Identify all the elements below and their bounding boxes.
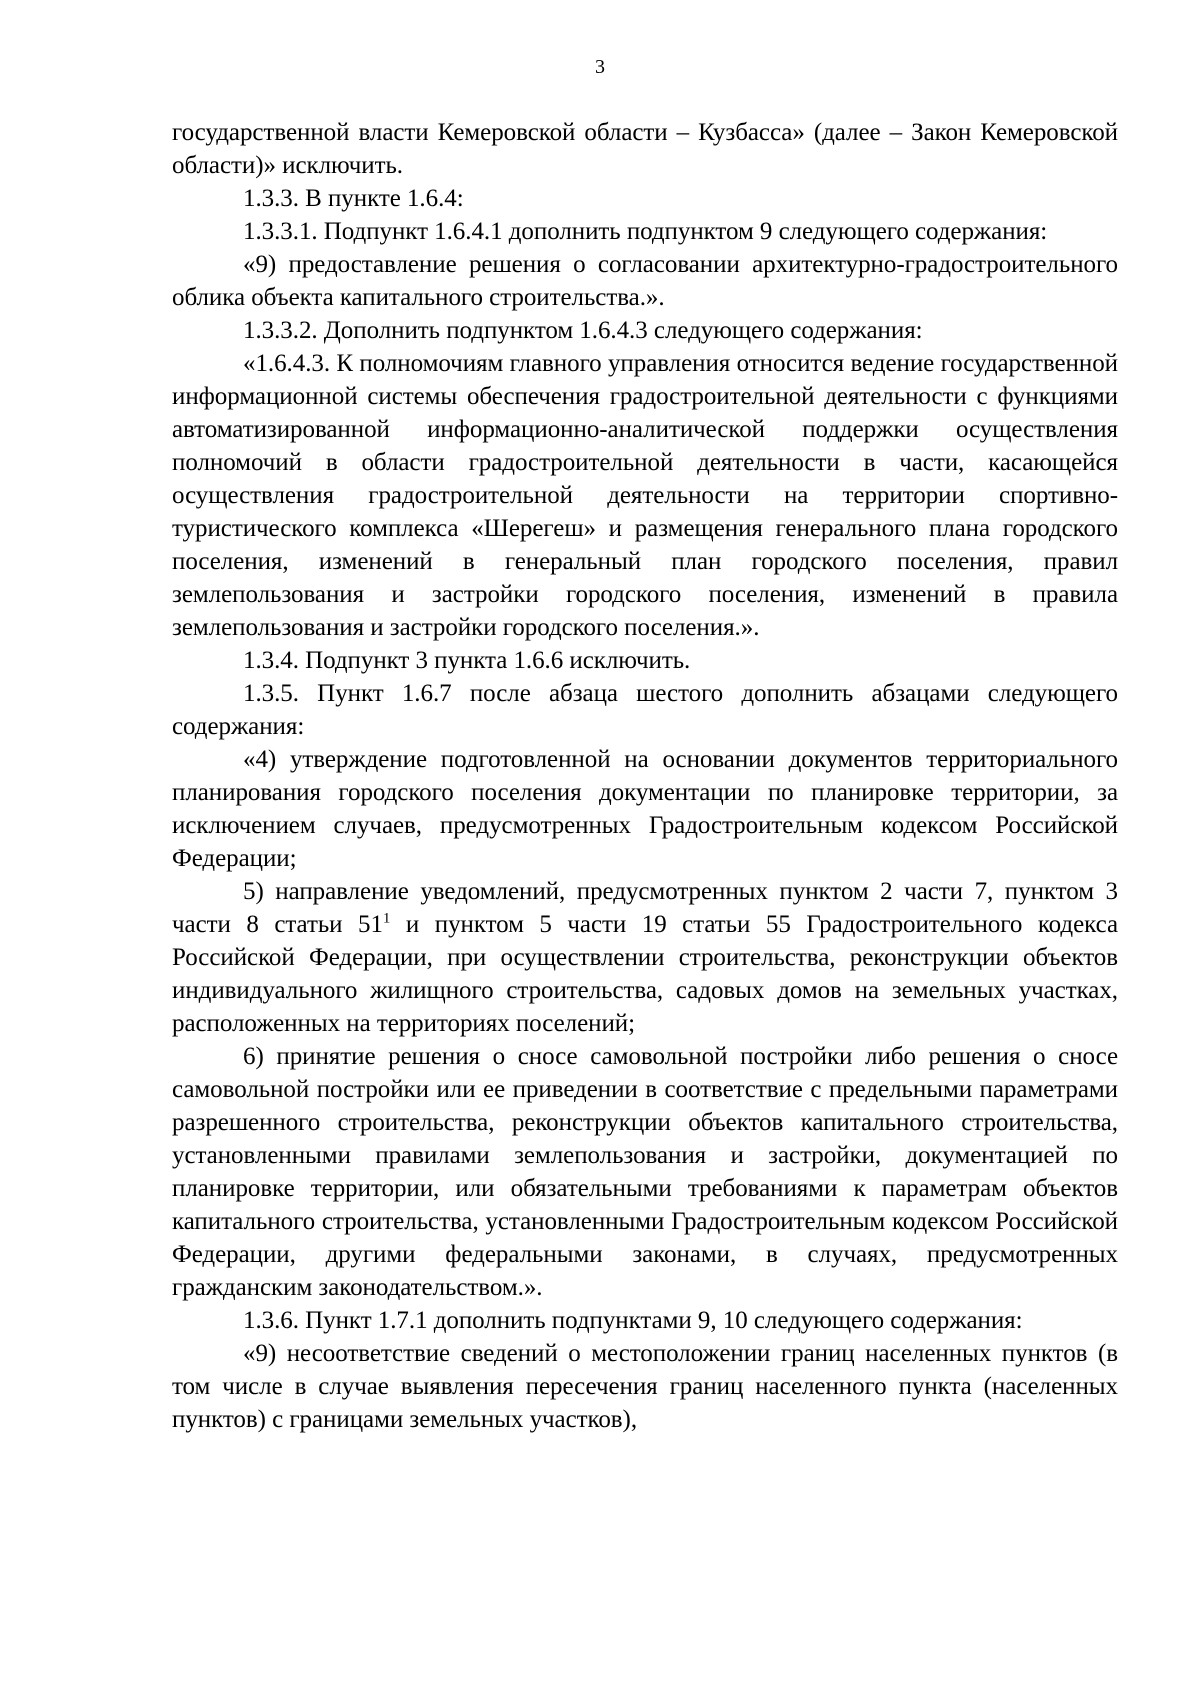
- paragraph-subitem-6: 6) принятие решения о сносе самовольной постройки либо решения о сносе самовольной постройки или ее приведении в соответствие с предельными параметрами разрешенного строительства, реконструкции объектов капитального строительства, установленными правилами землепользования и застройки, документацией по планировке территории, или обязательными требованиями к параметрам объектов капитального строительства, установленными Градостроительным кодексом Российской Федерации, другими федеральными законами, в случаях, предусмотренных гражданским законодательством.».: [172, 1043, 1118, 1301]
- paragraph-subitem-5: [172, 875, 1118, 1040]
- paragraph-subitem-5-part2: и пунктом 5 части 19 статьи 55 Градостроительного кодекса Российской Федерации, при осуществлении строительства, реконструкции объектов индивидуального жилищного строительства, садовых домов на земельных участках, расположенных на территориях поселений;: [172, 911, 1118, 1037]
- paragraph-item-1-3-6: 1.3.6. Пункт 1.7.1 дополнить подпунктами 9, 10 следующего содержания:: [243, 1307, 1023, 1334]
- article-superscript: 1: [382, 910, 391, 927]
- paragraph-item-1-3-3-2: 1.3.3.2. Дополнить подпунктом 1.6.4.3 следующего содержания:: [243, 317, 923, 344]
- page-number: 3: [595, 56, 605, 78]
- paragraph-subitem-9-borders: «9) несоответствие сведений о местоположении границ населенных пунктов (в том числе в случае выявления пересечения границ населенного пункта (населенных пунктов) с границами земельных участков),: [172, 1340, 1118, 1433]
- paragraph-subitem-9-appearance: «9) предоставление решения о согласовании архитектурно-градостроительного облика объекта капитального строительства.».: [172, 251, 1118, 311]
- paragraph-subitem-5-part1: 5) направление уведомлений, предусмотренных пунктом 2 части 7, пунктом 3 части 8 статьи 51: [172, 878, 1118, 938]
- paragraph-item-1-3-3: 1.3.3. В пункте 1.6.4:: [243, 185, 464, 212]
- paragraph-item-1-3-5: 1.3.5. Пункт 1.6.7 после абзаца шестого дополнить абзацами следующего содержания:: [172, 680, 1118, 740]
- paragraph-subitem-4: «4) утверждение подготовленной на основании документов территориального планирования городского поселения документации по планировке территории, за исключением случаев, предусмотренных Градостроительным кодексом Российской Федерации;: [172, 746, 1118, 872]
- paragraph-item-1-3-4: 1.3.4. Подпункт 3 пункта 1.6.6 исключить.: [243, 647, 691, 674]
- paragraph-item-1-3-3-1: 1.3.3.1. Подпункт 1.6.4.1 дополнить подпунктом 9 следующего содержания:: [243, 218, 1048, 245]
- paragraph-continuation: государственной власти Кемеровской области – Кузбасса» (далее – Закон Кемеровской области)» исключить.: [172, 119, 1118, 179]
- document-body: [172, 116, 1118, 1436]
- paragraph-item-1-6-4-3: «1.6.4.3. К полномочиям главного управления относится ведение государственной информационной системы обеспечения градостроительной деятельности с функциями автоматизированной информационно-аналитической поддержки осуществления полномочий в области градостроительной деятельности в части, касающейся осуществления градостроительной деятельности на территории спортивно-туристического комплекса «Шерегеш» и размещения генерального плана городского поселения, изменений в генеральный план городского поселения, правил землепользования и застройки городского поселения, изменений в правила землепользования и застройки городского поселения.».: [172, 350, 1118, 641]
